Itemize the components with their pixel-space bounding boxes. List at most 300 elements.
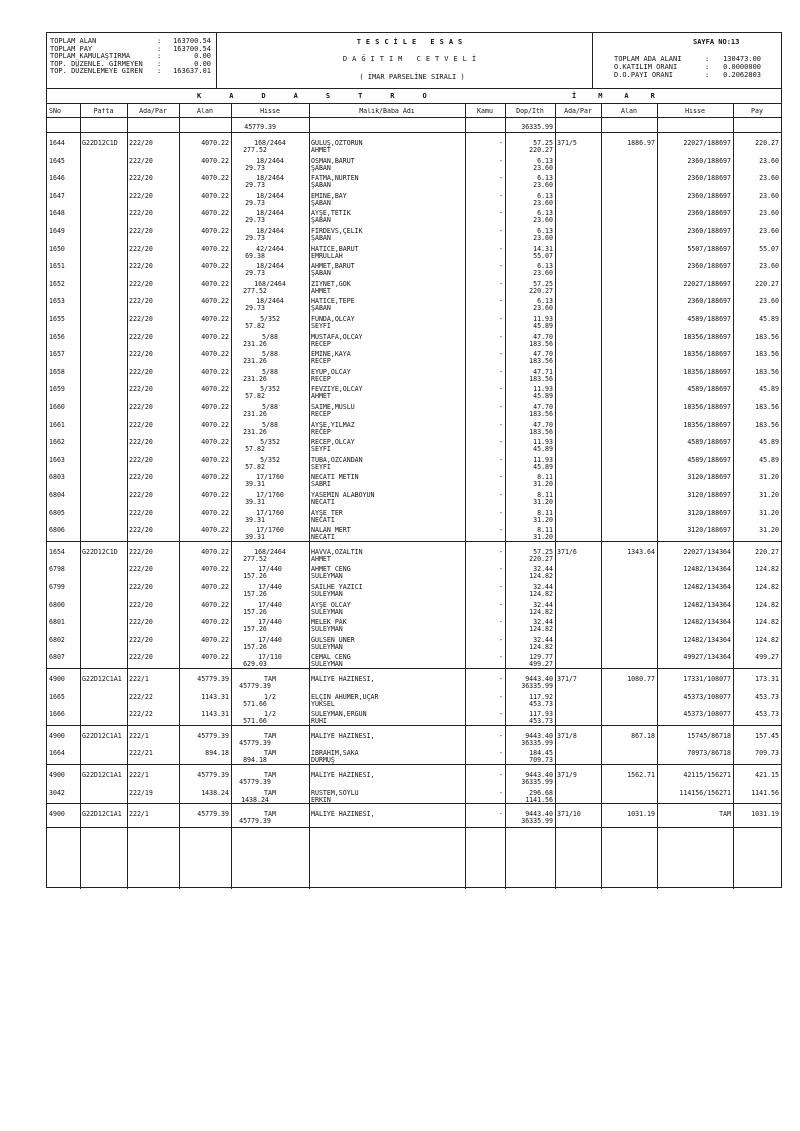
column-header-adapar: Ada/Par bbox=[139, 108, 167, 115]
column-line bbox=[309, 103, 310, 889]
row-imar-hisse: 42115/156271 bbox=[683, 772, 731, 779]
row-sno: 1662 bbox=[49, 439, 65, 447]
summary-value: 163637.01 bbox=[173, 67, 211, 75]
row-dop: 8.11 bbox=[537, 509, 553, 517]
row-alan: 4070.22 bbox=[201, 175, 229, 183]
row-alan: 4070.22 bbox=[201, 351, 229, 359]
row-alan: 4070.22 bbox=[201, 245, 229, 253]
row-hisse: 17/110 bbox=[258, 654, 282, 662]
row-dop-value: 1141.56 bbox=[525, 796, 553, 804]
row-hisse: 5/88 bbox=[262, 421, 278, 429]
row-alan: 4070.22 bbox=[201, 474, 229, 482]
row-hisse-value: 39.31 bbox=[245, 516, 265, 524]
row-hisse-value: 45779.39 bbox=[239, 779, 271, 786]
row-dop: 9443.40 bbox=[525, 811, 553, 819]
row-dop: 6.13 bbox=[537, 228, 553, 235]
group-rule bbox=[47, 803, 781, 804]
row-kamu: - bbox=[499, 456, 503, 464]
row-dop-value: 220.27 bbox=[529, 555, 553, 563]
row-hisse-value: 231.26 bbox=[243, 428, 267, 436]
row-malik: AYŞE TER bbox=[311, 509, 343, 517]
table-end-rule bbox=[47, 827, 781, 828]
row-malik: AYŞE,TETİK bbox=[311, 210, 351, 218]
row-baba-adi: AHMET bbox=[311, 393, 331, 401]
row-hisse: 5/88 bbox=[262, 404, 278, 411]
row-hisse: 18/2464 bbox=[256, 263, 284, 271]
row-hisse: 17/1760 bbox=[256, 509, 284, 517]
column-line bbox=[555, 103, 556, 889]
row-hisse-value: 277.52 bbox=[243, 555, 267, 563]
row-pay: 124.82 bbox=[755, 619, 779, 627]
summary-label: TOPLAM KAMULAŞTIRMA bbox=[50, 52, 131, 60]
row-hisse-value: 157.26 bbox=[243, 626, 267, 634]
row-pay: 1031.19 bbox=[751, 811, 779, 819]
row-kamu: - bbox=[499, 636, 503, 644]
summary-colon: : bbox=[705, 55, 710, 63]
row-pay: 23.60 bbox=[759, 228, 779, 235]
row-adapar: 222/20 bbox=[129, 421, 153, 429]
header-divider bbox=[592, 33, 593, 88]
row-alan: 4070.22 bbox=[201, 157, 229, 165]
row-sno: 1663 bbox=[49, 456, 65, 464]
row-kamu: - bbox=[499, 619, 503, 627]
row-kamu: - bbox=[499, 245, 503, 253]
row-alan: 4070.22 bbox=[201, 527, 229, 535]
row-kamu: - bbox=[499, 654, 503, 662]
column-line bbox=[657, 103, 658, 889]
row-imar-hisse: 3120/188697 bbox=[687, 474, 731, 482]
row-hisse-value: 45779.39 bbox=[239, 683, 271, 690]
row-kamu: - bbox=[499, 732, 503, 740]
row-imar-hisse: 2360/188697 bbox=[687, 192, 731, 200]
row-alan: 4070.22 bbox=[201, 228, 229, 235]
row-alan: 4070.22 bbox=[201, 368, 229, 376]
row-dop-value: 31.20 bbox=[533, 534, 553, 542]
summary-label: TOP. DÜZENLEMEYE GİREN bbox=[50, 67, 143, 75]
row-sno: 3042 bbox=[49, 789, 65, 797]
row-hisse-value: 571.66 bbox=[243, 718, 267, 726]
row-hisse-value: 231.26 bbox=[243, 340, 267, 348]
row-dop: 6.13 bbox=[537, 175, 553, 183]
row-sno: 6798 bbox=[49, 566, 65, 574]
row-dop: 117.92 bbox=[529, 693, 553, 701]
row-dop: 9443.40 bbox=[525, 732, 553, 740]
row-baba-adi: RECEP bbox=[311, 375, 331, 383]
row-dop-value: 45.89 bbox=[533, 463, 553, 471]
row-dop-value: 23.60 bbox=[533, 270, 553, 278]
row-malik: GÜLÜŞ,ÖZTORUN bbox=[311, 140, 363, 147]
row-imar-hisse: 18356/188697 bbox=[683, 351, 731, 359]
row-malik: FUNDA,OLCAY bbox=[311, 316, 355, 323]
row-imar-alan: 1562.71 bbox=[627, 772, 655, 779]
row-imar-hisse: 4589/188697 bbox=[687, 386, 731, 394]
column-header-pafta: Pafta bbox=[93, 108, 114, 115]
row-pay: 124.82 bbox=[755, 601, 779, 609]
row-adapar: 222/20 bbox=[129, 280, 153, 288]
row-sno: 4900 bbox=[49, 811, 65, 819]
row-hisse-value: 231.26 bbox=[243, 411, 267, 418]
row-imar-hisse: TAM bbox=[719, 811, 731, 819]
row-baba-adi: SEYFİ bbox=[311, 323, 331, 330]
row-kamu: - bbox=[499, 811, 503, 819]
row-sno: 1661 bbox=[49, 421, 65, 429]
row-kamu: - bbox=[499, 228, 503, 235]
row-imar-hisse: 12482/134364 bbox=[683, 566, 731, 574]
row-imar-alan: 1343.64 bbox=[627, 548, 655, 556]
row-kamu: - bbox=[499, 584, 503, 591]
row-sno: 1650 bbox=[49, 245, 65, 253]
row-pay: 45.89 bbox=[759, 456, 779, 464]
row-dop-value: 183.56 bbox=[529, 358, 553, 366]
summary-colon: : bbox=[157, 67, 162, 75]
group-rule bbox=[47, 668, 781, 669]
row-sno: 1654 bbox=[49, 548, 65, 556]
row-malik: YASEMİN ALABOYUN bbox=[311, 492, 375, 499]
summary-label: TOPLAM ADA ALANI bbox=[614, 55, 682, 63]
row-imar-hisse: 17331/108077 bbox=[683, 676, 731, 683]
row-dop-value: 183.56 bbox=[529, 340, 553, 348]
row-dop: 47.70 bbox=[533, 333, 553, 341]
row-imar-hisse: 15745/86718 bbox=[687, 732, 731, 740]
row-hisse: 5/352 bbox=[260, 439, 280, 447]
row-adapar: 222/20 bbox=[129, 157, 153, 165]
row-alan: 1143.31 bbox=[201, 711, 229, 719]
row-imar-hisse: 22027/188697 bbox=[683, 280, 731, 288]
row-hisse: 18/2464 bbox=[256, 298, 284, 306]
row-hisse-value: 69.38 bbox=[245, 252, 265, 260]
row-kamu: - bbox=[499, 750, 503, 758]
row-baba-adi: ERKİN bbox=[311, 796, 331, 804]
row-dop: 8.11 bbox=[537, 492, 553, 499]
row-imar-adapar: 371/9 bbox=[557, 772, 577, 779]
row-hisse-value: 1438.24 bbox=[241, 796, 269, 804]
row-sno: 4900 bbox=[49, 772, 65, 779]
row-dop: 9443.40 bbox=[525, 676, 553, 683]
row-sno: 1647 bbox=[49, 192, 65, 200]
column-header-pay: Pay bbox=[751, 108, 763, 115]
row-hisse-value: 29.73 bbox=[245, 199, 265, 207]
row-malik: MALİYE HAZİNESİ, bbox=[311, 676, 375, 683]
row-adapar: 222/20 bbox=[129, 601, 153, 609]
row-sno: 4900 bbox=[49, 732, 65, 740]
row-imar-hisse: 22027/188697 bbox=[683, 140, 731, 147]
row-hisse: 17/1760 bbox=[256, 474, 284, 482]
row-imar-hisse: 4589/188697 bbox=[687, 316, 731, 323]
row-alan: 4070.22 bbox=[201, 492, 229, 499]
row-hisse-value: 39.31 bbox=[245, 499, 265, 506]
column-header-ihisse: Hisse bbox=[685, 108, 705, 115]
row-hisse: 5/352 bbox=[260, 316, 280, 323]
row-adapar: 222/20 bbox=[129, 619, 153, 627]
row-sno: 6803 bbox=[49, 474, 65, 482]
row-pafta: G22D12C1A1 bbox=[82, 732, 122, 740]
row-kamu: - bbox=[499, 298, 503, 306]
row-dop: 47.70 bbox=[533, 404, 553, 411]
row-dop-value: 36335.99 bbox=[521, 683, 553, 690]
row-imar-hisse: 12482/134364 bbox=[683, 601, 731, 609]
row-baba-adi: AHMET bbox=[311, 147, 331, 154]
summary-colon: : bbox=[705, 71, 710, 79]
row-sno: 6800 bbox=[49, 601, 65, 609]
row-imar-hisse: 22027/134364 bbox=[683, 548, 731, 556]
row-imar-hisse: 2360/188697 bbox=[687, 263, 731, 271]
row-sno: 6807 bbox=[49, 654, 65, 662]
row-alan: 4070.22 bbox=[201, 386, 229, 394]
column-line bbox=[601, 103, 602, 889]
row-pafta: G22D12C1A1 bbox=[82, 676, 122, 683]
row-malik: AYŞE,YILMAZ bbox=[311, 421, 355, 429]
row-dop-value: 23.60 bbox=[533, 164, 553, 172]
row-baba-adi: SÜLEYMAN bbox=[311, 661, 343, 669]
row-kamu: - bbox=[499, 280, 503, 288]
row-pay: 453.73 bbox=[755, 711, 779, 719]
row-hisse-value: 39.31 bbox=[245, 534, 265, 542]
row-kamu: - bbox=[499, 368, 503, 376]
summary-value: 163700.54 bbox=[173, 37, 211, 45]
row-sno: 6804 bbox=[49, 492, 65, 499]
row-kamu: - bbox=[499, 386, 503, 394]
row-adapar: 222/1 bbox=[129, 732, 149, 740]
row-imar-hisse: 12482/134364 bbox=[683, 619, 731, 627]
row-adapar: 222/20 bbox=[129, 654, 153, 662]
row-imar-hisse: 2360/188697 bbox=[687, 210, 731, 218]
row-adapar: 222/20 bbox=[129, 298, 153, 306]
column-line bbox=[505, 103, 506, 889]
row-hisse: 17/1760 bbox=[256, 527, 284, 535]
column-line bbox=[179, 103, 180, 889]
row-hisse: 18/2464 bbox=[256, 210, 284, 218]
row-pay: 220.27 bbox=[755, 280, 779, 288]
row-sno: 1644 bbox=[49, 140, 65, 147]
row-hisse-value: 29.73 bbox=[245, 217, 265, 225]
summary-value: 0.0000000 bbox=[723, 63, 761, 71]
row-sno: 6801 bbox=[49, 619, 65, 627]
row-baba-adi: SÜLEYMAN bbox=[311, 608, 343, 616]
row-dop: 47.71 bbox=[533, 368, 553, 376]
row-imar-hisse: 45373/108077 bbox=[683, 711, 731, 719]
row-dop-value: 45.89 bbox=[533, 446, 553, 454]
row-pay: 421.15 bbox=[755, 772, 779, 779]
row-alan: 4070.22 bbox=[201, 263, 229, 271]
row-hisse-value: 29.73 bbox=[245, 164, 265, 172]
row-dop: 32.44 bbox=[533, 636, 553, 644]
summary-label: TOPLAM ALAN bbox=[50, 37, 97, 45]
row-dop: 129.77 bbox=[529, 654, 553, 662]
row-adapar: 222/20 bbox=[129, 228, 153, 235]
summary-value: 0.00 bbox=[194, 59, 211, 68]
row-alan: 4070.22 bbox=[201, 210, 229, 218]
row-adapar: 222/20 bbox=[129, 474, 153, 482]
summary-colon: : bbox=[705, 63, 710, 71]
row-alan: 4070.22 bbox=[201, 192, 229, 200]
row-hisse-value: 157.26 bbox=[243, 573, 267, 581]
row-alan: 4070.22 bbox=[201, 439, 229, 447]
row-baba-adi: ŞABAN bbox=[311, 235, 331, 242]
row-imar-hisse: 12482/134364 bbox=[683, 636, 731, 644]
row-imar-hisse: 4589/188697 bbox=[687, 439, 731, 447]
row-pay: 183.56 bbox=[755, 404, 779, 411]
row-hisse-value: 57.82 bbox=[245, 446, 265, 454]
row-dop-value: 31.20 bbox=[533, 481, 553, 489]
row-kamu: - bbox=[499, 527, 503, 535]
row-adapar: 222/20 bbox=[129, 584, 153, 591]
row-imar-alan: 867.18 bbox=[631, 732, 655, 740]
row-baba-adi: SEYFİ bbox=[311, 446, 331, 454]
row-imar-hisse: 70973/86718 bbox=[687, 750, 731, 758]
row-sno: 1649 bbox=[49, 228, 65, 235]
summary-label: O.KATILIM ORANI bbox=[614, 63, 678, 71]
row-pay: 157.45 bbox=[755, 732, 779, 740]
column-line bbox=[733, 103, 734, 889]
row-hisse-value: 57.82 bbox=[245, 463, 265, 471]
row-malik: SÜLEYMAN,ERGÜN bbox=[311, 711, 367, 719]
row-alan: 4070.22 bbox=[201, 280, 229, 288]
row-imar-adapar: 371/5 bbox=[557, 140, 577, 147]
row-sno: 1666 bbox=[49, 711, 65, 719]
row-dop: 47.70 bbox=[533, 351, 553, 359]
row-sno: 1660 bbox=[49, 404, 65, 411]
row-malik: RÜSTEM,SOYLU bbox=[311, 789, 359, 797]
row-hisse-value: 629.03 bbox=[243, 661, 267, 669]
row-dop-value: 124.82 bbox=[529, 643, 553, 651]
row-malik: MELEK PAK bbox=[311, 619, 347, 627]
banner-rule bbox=[47, 103, 781, 104]
row-imar-hisse: 18356/188697 bbox=[683, 404, 731, 411]
row-sno: 6805 bbox=[49, 509, 65, 517]
row-dop: 8.11 bbox=[537, 474, 553, 482]
column-header-kamu: Kamu bbox=[477, 108, 493, 115]
summary-label: TOP. DÜZENLE. GİRMEYEN bbox=[50, 59, 143, 68]
row-dop: 32.44 bbox=[533, 619, 553, 627]
row-dop-value: 31.20 bbox=[533, 516, 553, 524]
row-kamu: - bbox=[499, 492, 503, 499]
row-baba-adi: ŞABAN bbox=[311, 182, 331, 190]
title-line2: DAĞITIM CETVELİ bbox=[342, 55, 482, 63]
row-pay: 23.60 bbox=[759, 192, 779, 200]
row-alan: 1143.31 bbox=[201, 693, 229, 701]
row-dop-value: 183.56 bbox=[529, 375, 553, 383]
row-baba-adi: ŞABAN bbox=[311, 270, 331, 278]
row-alan: 4070.22 bbox=[201, 548, 229, 556]
column-line bbox=[127, 103, 128, 889]
row-hisse: 168/2464 bbox=[254, 140, 286, 147]
row-imar-hisse: 2360/188697 bbox=[687, 228, 731, 235]
row-hisse-value: 277.52 bbox=[243, 147, 267, 154]
row-imar-hisse: 45373/108077 bbox=[683, 693, 731, 701]
row-pay: 124.82 bbox=[755, 584, 779, 591]
row-kamu: - bbox=[499, 772, 503, 779]
row-dop: 117.93 bbox=[529, 711, 553, 719]
row-malik: MALİYE HAZİNESİ, bbox=[311, 772, 375, 779]
row-imar-hisse: 18356/188697 bbox=[683, 333, 731, 341]
row-alan: 4070.22 bbox=[201, 140, 229, 147]
row-hisse: 17/440 bbox=[258, 601, 282, 609]
row-hisse-value: 277.52 bbox=[243, 287, 267, 295]
title-line3: ( İMAR PARSELİNE SIRALI ) bbox=[359, 73, 465, 81]
row-malik: RECEP,OLCAY bbox=[311, 439, 355, 447]
row-imar-hisse: 3120/188697 bbox=[687, 492, 731, 499]
row-baba-adi: NECATİ bbox=[311, 516, 335, 524]
row-dop: 32.44 bbox=[533, 566, 553, 574]
row-adapar: 222/20 bbox=[129, 316, 153, 323]
row-adapar: 222/20 bbox=[129, 492, 153, 499]
row-imar-alan: 1886.97 bbox=[627, 140, 655, 147]
row-adapar: 222/20 bbox=[129, 404, 153, 411]
row-imar-hisse: 2360/188697 bbox=[687, 298, 731, 306]
row-baba-adi: NECATİ bbox=[311, 499, 335, 506]
row-imar-hisse: 3120/188697 bbox=[687, 509, 731, 517]
row-baba-adi: ŞABAN bbox=[311, 199, 331, 207]
row-imar-hisse: 2360/188697 bbox=[687, 175, 731, 183]
row-adapar: 222/20 bbox=[129, 566, 153, 574]
row-pay: 23.60 bbox=[759, 263, 779, 271]
row-alan: 4070.22 bbox=[201, 316, 229, 323]
column-line bbox=[465, 103, 466, 889]
row-dop-value: 499.27 bbox=[529, 661, 553, 669]
row-kamu: - bbox=[499, 439, 503, 447]
row-baba-adi: RECEP bbox=[311, 340, 331, 348]
row-baba-adi: AHMET bbox=[311, 555, 331, 563]
row-adapar: 222/1 bbox=[129, 811, 149, 819]
row-dop-value: 23.60 bbox=[533, 235, 553, 242]
row-hisse: 17/440 bbox=[258, 584, 282, 591]
header-divider bbox=[216, 33, 217, 88]
row-hisse-value: 29.73 bbox=[245, 270, 265, 278]
row-baba-adi: NECATİ bbox=[311, 534, 335, 542]
row-adapar: 222/1 bbox=[129, 676, 149, 683]
row-hisse-value: 57.82 bbox=[245, 393, 265, 401]
group-rule bbox=[47, 541, 781, 542]
row-adapar: 222/20 bbox=[129, 368, 153, 376]
row-hisse: 18/2464 bbox=[256, 157, 284, 165]
row-hisse: 18/2464 bbox=[256, 192, 284, 200]
page-number: SAYFA NO:13 bbox=[693, 38, 740, 46]
row-sno: 1655 bbox=[49, 316, 65, 323]
row-pay: 45.89 bbox=[759, 439, 779, 447]
row-kamu: - bbox=[499, 404, 503, 411]
row-pay: 709.73 bbox=[755, 750, 779, 758]
row-pay: 31.20 bbox=[759, 527, 779, 535]
row-kamu: - bbox=[499, 789, 503, 797]
row-hisse-value: 29.73 bbox=[245, 235, 265, 242]
row-adapar: 222/20 bbox=[129, 192, 153, 200]
row-pay: 183.56 bbox=[755, 333, 779, 341]
row-dop: 296.68 bbox=[529, 789, 553, 797]
row-malik: GÜLSEN ÜNER bbox=[311, 636, 355, 644]
total-hisse: 45779.39 bbox=[244, 124, 276, 131]
row-malik: ZİYNET,GÖK bbox=[311, 280, 351, 288]
row-hisse: 168/2464 bbox=[254, 280, 286, 288]
column-line bbox=[231, 103, 232, 889]
row-imar-alan: 1031.19 bbox=[627, 811, 655, 819]
row-alan: 1438.24 bbox=[201, 789, 229, 797]
row-baba-adi: ŞABAN bbox=[311, 164, 331, 172]
row-kamu: - bbox=[499, 548, 503, 556]
row-sno: 4900 bbox=[49, 676, 65, 683]
row-adapar: 222/20 bbox=[129, 439, 153, 447]
group-rule bbox=[47, 764, 781, 765]
row-pay: 31.20 bbox=[759, 492, 779, 499]
row-hisse: 5/88 bbox=[262, 351, 278, 359]
row-malik: SAİLHE YAZICI bbox=[311, 584, 363, 591]
row-alan: 45779.39 bbox=[197, 772, 229, 779]
row-alan: 4070.22 bbox=[201, 333, 229, 341]
row-malik: FEVZİYE,OLCAY bbox=[311, 386, 363, 394]
row-malik: SAİME,MUSLU bbox=[311, 404, 355, 411]
row-kamu: - bbox=[499, 263, 503, 271]
row-imar-hisse: 12482/134364 bbox=[683, 584, 731, 591]
row-hisse-value: 894.18 bbox=[243, 757, 267, 765]
